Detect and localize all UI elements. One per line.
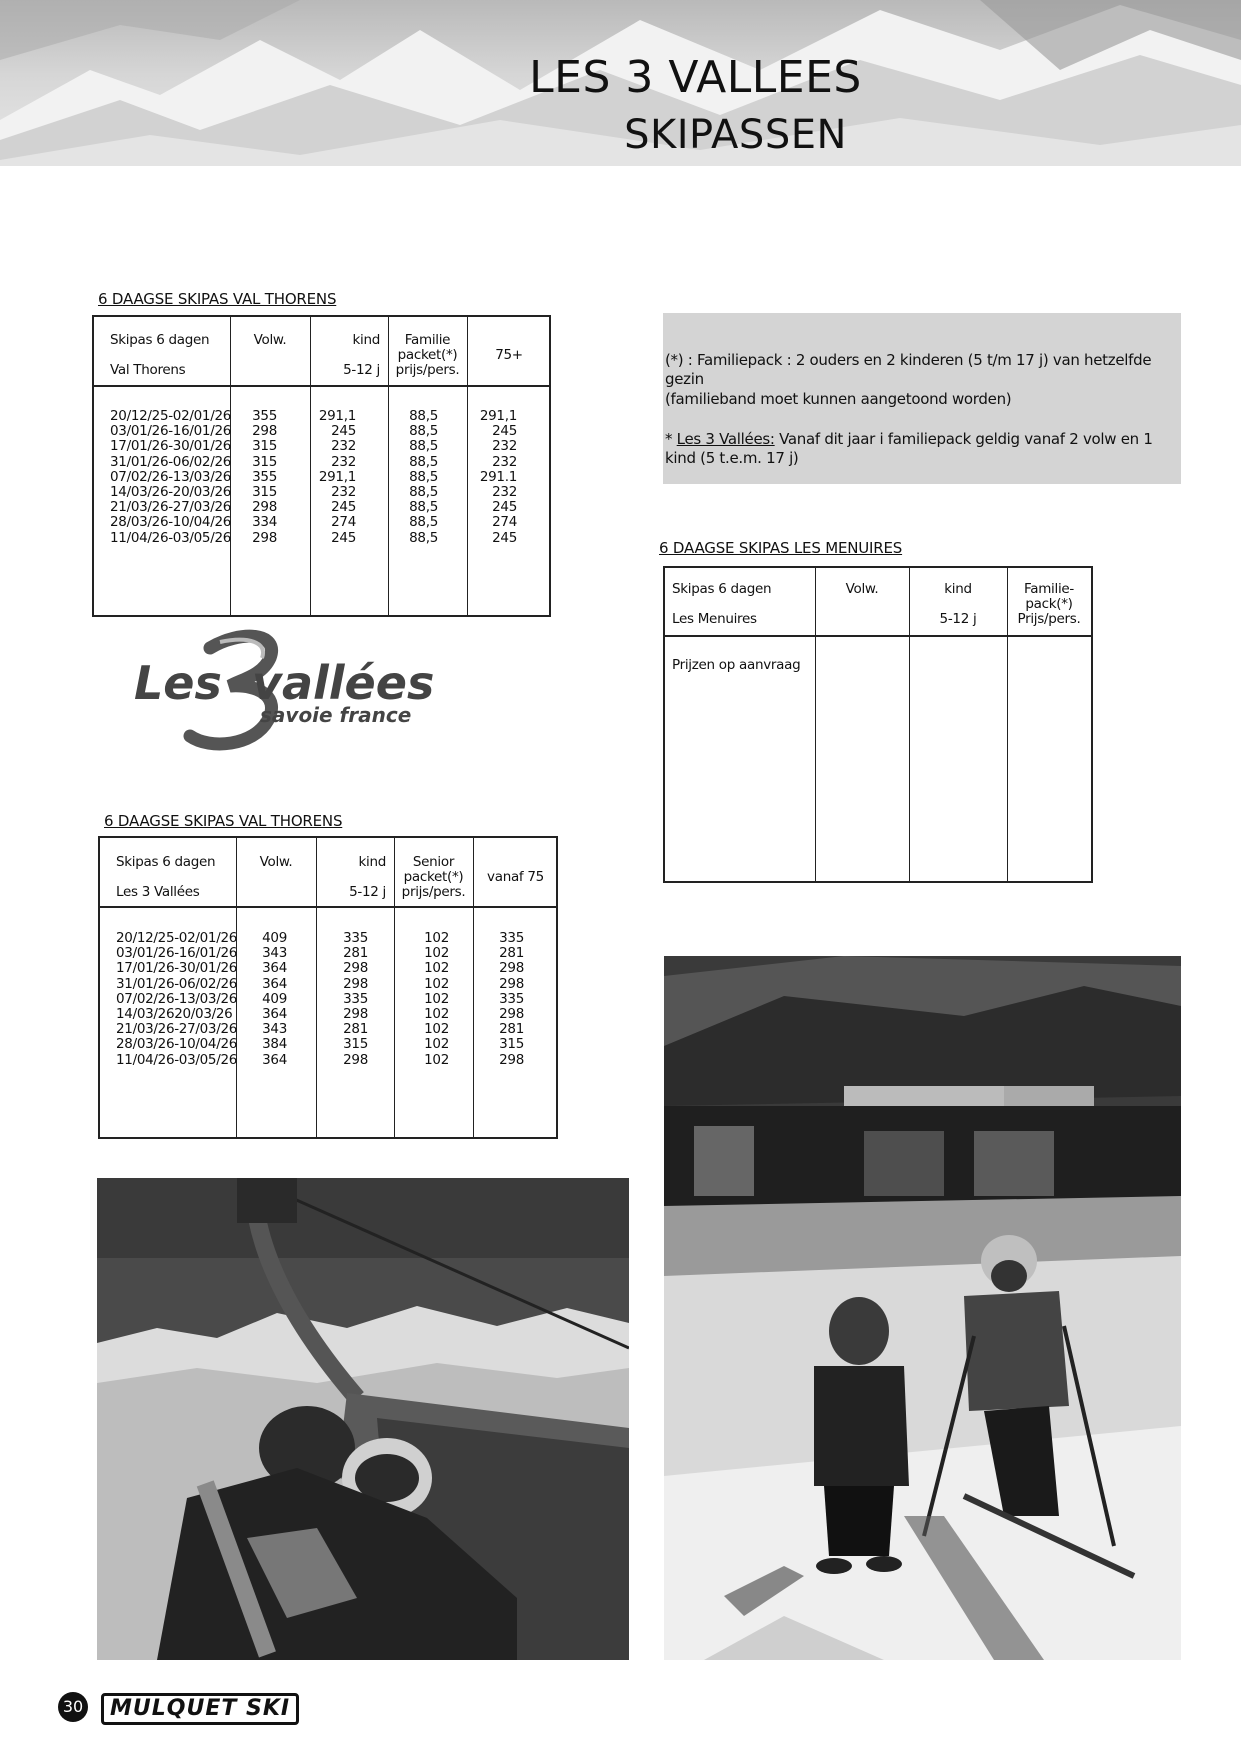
svg-text:vallées: vallées — [252, 656, 435, 710]
header-col-adult: Volw. — [259, 854, 293, 870]
header-col-family: Familie packet(*) prijs/pers. — [395, 332, 460, 379]
col-child-prices: 335 281 298 298 335 298 281 315 298 — [343, 930, 368, 1068]
price-on-request: Prijzen op aanvraag — [672, 657, 801, 673]
header-col-child-sub: 5-12 j — [939, 611, 977, 627]
price-table-les-3-vallees — [98, 836, 558, 1139]
col-adult-prices: 355 298 315 315 355 315 298 334 298 — [252, 408, 277, 546]
kids-skiing-photo — [664, 956, 1181, 1660]
col-senior-pack-prices: 102 102 102 102 102 102 102 102 102 — [424, 930, 449, 1068]
price-table-les-menuires — [663, 566, 1093, 883]
header-col-period-sub: Les Menuires — [672, 611, 757, 627]
header-col-child: kind — [944, 581, 972, 597]
brand-logo: MULQUET SKI — [101, 1693, 299, 1725]
table-3v-caption: 6 DAAGSE SKIPAS VAL THORENS — [104, 812, 343, 830]
header-col-senior-pack: Senior packet(*) prijs/pers. — [401, 854, 466, 901]
info-3-vallees-label: Les 3 Vallées: — [676, 430, 775, 448]
header-col-family: Familie- pack(*) Prijs/pers. — [1017, 581, 1081, 628]
table-lm-caption: 6 DAAGSE SKIPAS LES MENUIRES — [659, 539, 903, 557]
svg-text:Les: Les — [134, 656, 222, 710]
page-title: LES 3 VALLEES — [529, 52, 862, 103]
col-senior-prices: 291,1 245 232 232 291.1 232 245 274 245 — [479, 408, 517, 546]
header-col-period-sub: Val Thorens — [110, 362, 186, 378]
chairlift-photo — [97, 1178, 629, 1660]
header-col-period: Skipas 6 dagen — [116, 854, 216, 870]
header-col-period: Skipas 6 dagen — [672, 581, 772, 597]
col-dates: 20/12/25-02/01/26 03/01/26-16/01/26 17/01/26-30/01/26 31/01/26-06/02/26 07/02/26-13/03/26 14/03/26-20/03/26 21/03/26-27/03/26 28/03/26-10/04/26 11/04/26-03/05/26 — [110, 408, 232, 546]
les-3-vallees-logo — [130, 628, 450, 753]
header-col-child-sub: 5-12 j — [343, 362, 380, 378]
col-child-prices: 291,1 245 232 232 291,1 232 245 274 245 — [318, 408, 356, 546]
header-col-child: kind — [352, 332, 380, 348]
col-dates: 20/12/25-02/01/26 03/01/26-16/01/26 17/01/26-30/01/26 31/01/26-06/02/26 07/02/26-13/03/26 14/03/2620/03/26 21/03/26-27/03/26 28/03/26-10/04/26 11/04/26-03/05/26 — [116, 930, 238, 1068]
header-col-over-75: vanaf 75 — [487, 869, 544, 885]
info-line-proof: (familieband moet kunnen aangetoond worden) — [665, 390, 1012, 408]
header-col-child-sub: 5-12 j — [349, 884, 386, 900]
family-pack-info-box — [663, 313, 1181, 484]
col-over-75-prices: 335 281 298 298 335 298 281 315 298 — [499, 930, 524, 1068]
header-col-child: kind — [358, 854, 386, 870]
header-col-senior: 75+ — [495, 347, 523, 363]
header-col-adult: Volw. — [845, 581, 879, 597]
header-col-period-sub: Les 3 Vallées — [116, 884, 200, 900]
info-line-family-pack: (*) : Familiepack : 2 ouders en 2 kinderen (5 t/m 17 j) van hetzelfde gezin — [665, 351, 1152, 388]
header-col-period: Skipas 6 dagen — [110, 332, 210, 348]
col-adult-prices: 409 343 364 364 409 364 343 384 364 — [262, 930, 287, 1068]
svg-text:savoie france: savoie france — [260, 703, 412, 727]
page-number: 30 — [58, 1692, 88, 1722]
info-line-3-vallees: * Les 3 Vallées: Vanaf dit jaar i familiepack geldig vanaf 2 volw en 1 kind (5 t.e.m. 17 j) — [665, 430, 1153, 467]
price-table-val-thorens — [92, 315, 551, 617]
page-subtitle: SKIPASSEN — [624, 112, 847, 158]
col-family-prices: 88,5 88,5 88,5 88,5 88,5 88,5 88,5 88,5 88,5 — [409, 408, 438, 546]
header-col-adult: Volw. — [253, 332, 287, 348]
table-vt-caption: 6 DAAGSE SKIPAS VAL THORENS — [98, 290, 337, 308]
